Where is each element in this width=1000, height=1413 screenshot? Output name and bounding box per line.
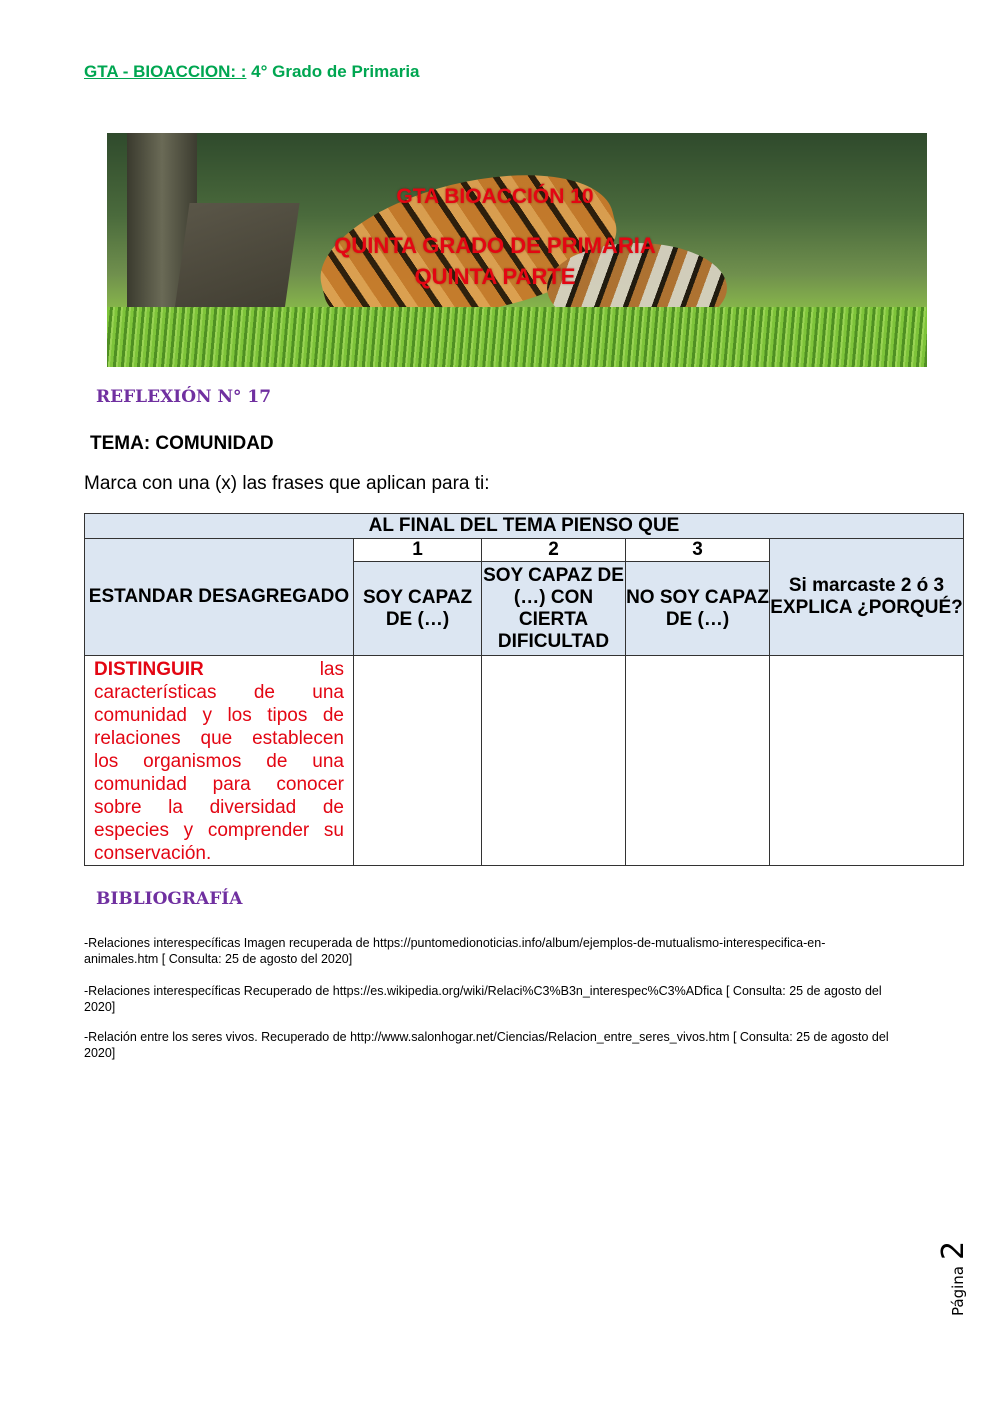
banner-subtitle: QUINTA GRADO DE PRIMARIA (334, 233, 656, 258)
col-number-3: 3 (626, 539, 770, 562)
grass-graphic (107, 307, 927, 367)
standard-header: ESTANDAR DESAGREGADO (85, 539, 354, 656)
standard-description (85, 656, 354, 866)
header-title: GTA - BIOACCION: : (84, 62, 247, 81)
bibliography-heading: BIBLIOGRAFÍA (96, 889, 243, 909)
tema-heading: TEMA: COMUNIDAD (90, 433, 274, 454)
mark-cell-with-difficulty[interactable] (482, 656, 626, 866)
page-word: Página (949, 1266, 967, 1316)
banner-title: GTA BIOACCIÓN 10 (396, 185, 594, 208)
standard-text: las características de una comunidad y los tipos de relaciones que establecen los organismos de una comunidad para conocer sobre la diversidad de especies y comprender su conservación. (94, 659, 344, 864)
col-number-2: 2 (482, 539, 626, 562)
mark-cell-capable[interactable] (354, 656, 482, 866)
page-number-footer (932, 1240, 972, 1320)
col-label-not-capable: NO SOY CAPAZ DE (…) (626, 562, 770, 656)
self-assessment-table (84, 513, 964, 866)
document-header (84, 62, 420, 82)
explain-cell[interactable] (770, 656, 964, 866)
reference-item: -Relaciones interespecíficas Imagen recuperada de https://puntomedionoticias.info/album/ejemplos-de-mutualismo-interespecifica-en-animales.htm [ Consulta: 25 de agosto del 2020] (84, 936, 826, 966)
col-number-1: 1 (354, 539, 482, 562)
instruction-text: Marca con una (x) las frases que aplican para ti: (84, 473, 490, 494)
reflexion-heading: REFLEXIÓN N° 17 (96, 387, 272, 407)
standard-keyword: DISTINGUIR (94, 659, 204, 680)
mark-cell-not-capable[interactable] (626, 656, 770, 866)
banner-image (107, 133, 927, 367)
banner-part: QUINTA PARTE (414, 264, 576, 289)
reference-item: -Relación entre los seres vivos. Recuperado de http://www.salonhogar.net/Ciencias/Relacion_entre_seres_vivos.htm [ Consulta: 25 de agosto del 2020] (84, 1030, 889, 1060)
col-label-capable: SOY CAPAZ DE (…) (354, 562, 482, 656)
reference-item: -Relaciones interespecíficas Recuperado de https://es.wikipedia.org/wiki/Relaci%C3%B3n_interespec%C3%ADfica [ Consulta: 25 de agosto del 2020] (84, 984, 882, 1014)
table-title: AL FINAL DEL TEMA PIENSO QUE (85, 514, 964, 539)
explain-header: Si marcaste 2 ó 3 EXPLICA ¿PORQUÉ? (770, 539, 964, 656)
header-grade: 4° Grado de Primaria (246, 62, 420, 81)
col-label-with-difficulty: SOY CAPAZ DE (…) CON CIERTA DIFICULTAD (482, 562, 626, 656)
page-number: 2 (936, 1240, 971, 1261)
